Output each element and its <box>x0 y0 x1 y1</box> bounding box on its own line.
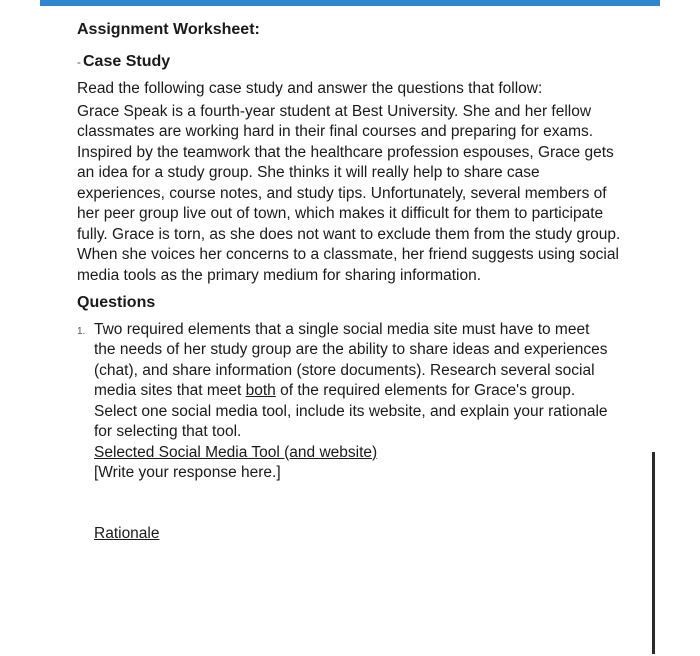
question-item <box>77 320 627 443</box>
case-study-body: Grace Speak is a fourth-year student at Best University. She and her fellow classmates are working hard in their final courses and preparing for exams. Inspired by the teamwork that the healthcare profession espouses, Grace gets an idea for a study group. She thinks it will really help to share case experiences, course notes, and study tips. Unfortunately, several members of her peer group live out of town, which makes it difficult for them to participate fully. Grace is torn, as she does not want to exclude them from the study group. When she voices her concerns to a classmate, her friend suggests using social media tools as the primary medium for sharing information. <box>77 102 621 284</box>
bullet-dash: - <box>77 54 81 69</box>
case-study-heading: Case Study <box>83 52 171 70</box>
case-study-instructions: Read the following case study and answer the questions that follow: <box>77 80 543 97</box>
top-accent-bar <box>40 0 660 6</box>
case-study-heading-row <box>77 52 627 73</box>
question-emphasis: both <box>245 382 276 399</box>
response-placeholder[interactable]: [Write your response here.] <box>94 464 281 481</box>
response-spacer <box>77 484 627 524</box>
question-number: 1. <box>77 325 86 337</box>
selected-tool-label: Selected Social Media Tool (and website) <box>94 443 378 461</box>
scroll-edge-line <box>652 452 655 654</box>
worksheet-document <box>77 20 627 544</box>
questions-heading: Questions <box>77 294 156 311</box>
question-text-part1: Two required elements that a single social media site must have to meet the needs of her study group are the ability to share ideas and experiences (chat), and share information (store documents). Research several social media sites that meet <box>94 320 608 399</box>
question-text-part2: of the required elements for Grace's group. Select one social media tool, include its website, and explain your rationale for selecting that tool. <box>94 382 608 440</box>
worksheet-title: Assignment Worksheet: <box>77 21 260 38</box>
rationale-label: Rationale <box>94 524 160 542</box>
question-text <box>94 320 612 443</box>
